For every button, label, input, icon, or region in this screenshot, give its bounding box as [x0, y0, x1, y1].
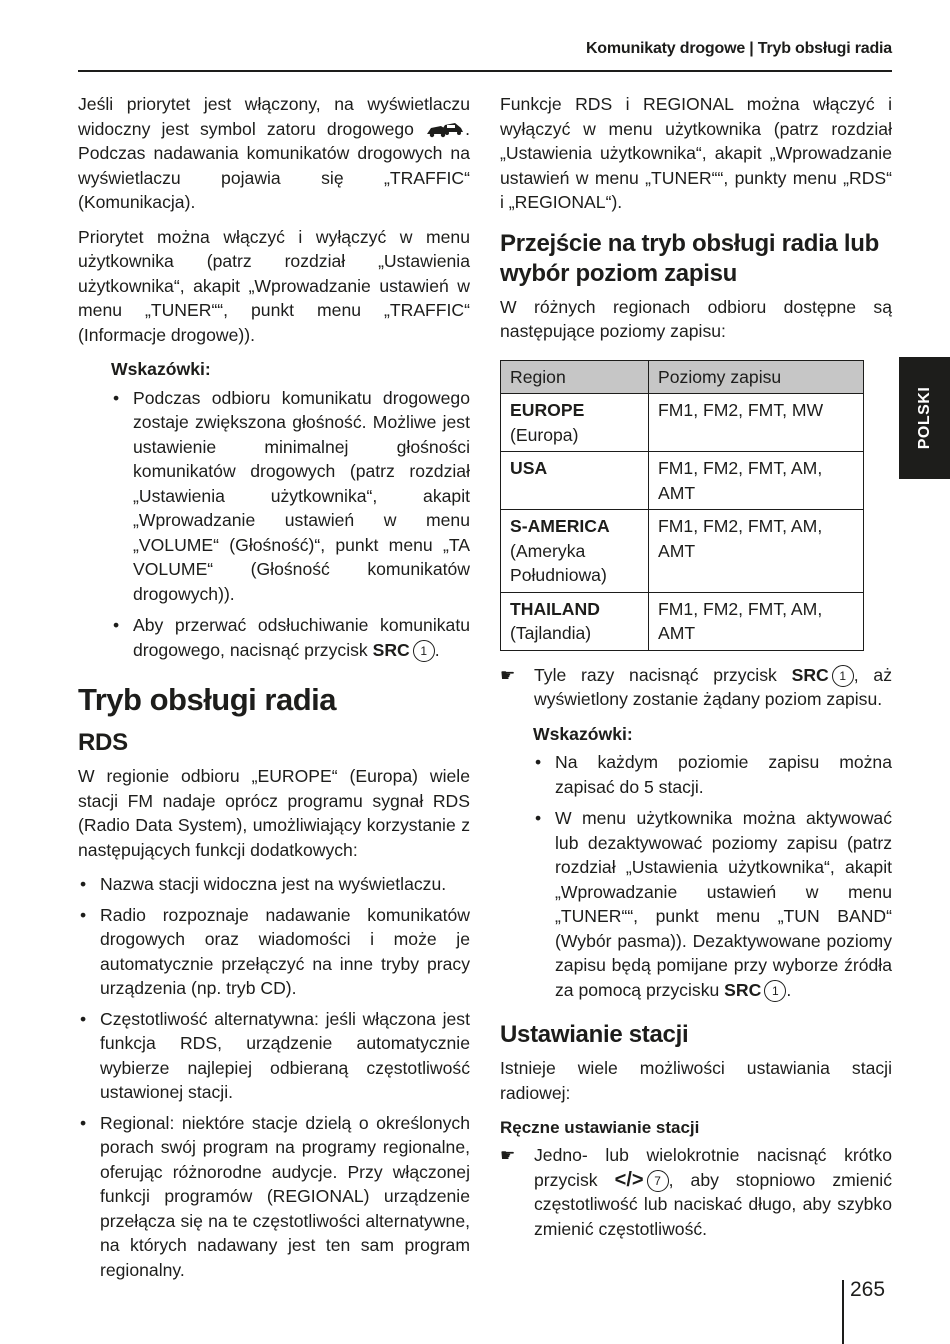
- hints-list: [111, 386, 470, 663]
- rds-features-list: [78, 872, 470, 1282]
- instruction-step: ☛ Jedno- lub wielokrotnie nacisnąć krótko przycisk </> 7 , aby stopniowo zmienić częstotliwość lub naciskać długo, aby szybko zmienić częstotliwość.: [500, 1145, 892, 1239]
- instruction-step: ☛ Tyle razy nacisnąć przycisk SRC 1 , aż wyświetlony zostanie żądany poziom zapisu.: [500, 664, 892, 709]
- hint-item: • Na każdym poziomie zapisu można zapisać do 5 stacji.: [533, 750, 892, 799]
- footer-rule: [842, 1280, 844, 1344]
- table-cell: S-AMERICA (Ameryka Południowa): [501, 510, 649, 593]
- left-column: [78, 92, 470, 1288]
- list-item: • Częstotliwość alternatywna: jeśli włączona jest funkcja RDS, urządzenie automatycznie wybierze najlepiej odbieraną częstotliwość ustawionej stacji.: [78, 1007, 470, 1105]
- src-key-label: SRC: [791, 664, 829, 685]
- table-cell: THAILAND (Tajlandia): [501, 592, 649, 650]
- language-tab: [899, 357, 950, 479]
- tuning-intro: Istnieje wiele możliwości ustawiania stacji radiowej:: [500, 1058, 892, 1103]
- pointing-hand-icon: ☛: [500, 665, 516, 685]
- traffic-jam-icon: [425, 120, 465, 138]
- table-header: Region: [501, 360, 649, 394]
- table-cell: FM1, FM2, FMT, MW: [649, 394, 864, 452]
- list-item: • Nazwa stacji widoczna jest na wyświetlaczu.: [78, 872, 470, 897]
- seek-keys-label: </>: [614, 1168, 644, 1191]
- rds-intro: W regionie odbioru „EUROPE“ (Europa) wiele stacji FM nadaje oprócz programu sygnał RDS (Radio Data System), umożliwiający korzystanie z następujących funkcji dodatkowych:: [78, 766, 470, 860]
- key-number-badge: 1: [413, 640, 435, 662]
- table-cell: FM1, FM2, FMT, AM, AMT: [649, 510, 864, 593]
- table-row: [501, 510, 864, 593]
- right-column: [500, 92, 892, 1251]
- section-title: Tryb obsługi radia: [78, 682, 336, 717]
- rds-regional-paragraph: Funkcje RDS i REGIONAL można włączyć i wyłączyć w menu użytkownika (patrz rozdział „Ustawienia użytkownika“, akapit „Wprowadzanie ustawień w menu „TUNER““, punkty menu „RDS“ i „REGIONAL“).: [500, 94, 892, 212]
- table-row: [501, 452, 864, 510]
- language-tab-label: POLSKI: [915, 386, 933, 450]
- table-cell: FM1, FM2, FMT, AM, AMT: [649, 592, 864, 650]
- hint-item: • W menu użytkownika można aktywować lub dezaktywować poziomy zapisu (patrz rozdział „Ustawienia użytkownika“, akapit „Wprowadzanie ustawień w menu „TUNER““, punkt menu „TUN BAND“ (Wybór pasma)). Dezaktywowane poziomy zapisu będą pomijane przy wyborze źródła za pomocą przycisku SRC 1 .: [533, 806, 892, 1002]
- subsection-title-rds: RDS: [78, 729, 128, 756]
- src-key-label: SRC: [724, 979, 762, 1000]
- hints-block-left: [111, 357, 470, 662]
- table-cell: USA: [501, 452, 649, 510]
- table-cell: EUROPE (Europa): [501, 394, 649, 452]
- table-cell: FM1, FM2, FMT, AM, AMT: [649, 452, 864, 510]
- priority-paragraph: Jeśli priorytet jest włączony, na wyświetlaczu widoczny jest symbol zatoru drogowego . Podczas nadawania komunikatów drogowych na wyświetlaczu pojawia się „TRAFFIC“ (Komunikacja).: [78, 94, 470, 212]
- priority-toggle-paragraph: Priorytet można włączyć i wyłączyć w menu użytkownika (patrz rozdział „Ustawienia użytkownika“, akapit „Wprowadzanie ustawień w menu „TUNER““, punkt menu „TRAFFIC“ (Informacje drogowe)).: [78, 226, 470, 345]
- subsection-title-radio-mode: Przejście na tryb obsługi radia lub wybór poziom zapisu: [500, 229, 879, 287]
- hint-item: • Aby przerwać odsłuchiwanie komunikatu drogowego, nacisnąć przycisk SRC 1 .: [111, 613, 470, 662]
- key-number-badge: 7: [647, 1170, 669, 1192]
- header-rule: [78, 70, 892, 72]
- src-key-label: SRC: [372, 639, 410, 660]
- levels-intro: W różnych regionach odbioru dostępne są następujące poziomy zapisu:: [500, 296, 892, 341]
- hint-item: • Podczas odbioru komunikatu drogowego zostaje zwiększona głośność. Możliwe jest ustawienie minimalnej głośności komunikatów drogowych (patrz rozdział „Ustawienia użytkownika“, akapit „Wprowadzanie ustawień w menu „VOLUME“ (Głośność)“, punkt menu „TA VOLUME“ (Głośność komunikatów drogowych)).: [111, 386, 470, 607]
- list-item: • Regional: niektóre stacje dzielą o określonych porach swój program na programy regionalne, oferując różnorodne audycje. Przy włączonej funkcji programów (REGIONAL) urządzenie przełącza się na te częstotliwości alternatywne, na których nadawany jest ten sam program regionalny.: [78, 1111, 470, 1283]
- hints-title: Wskazówki:: [111, 359, 211, 379]
- key-number-badge: 1: [832, 665, 854, 687]
- key-number-badge: 1: [764, 980, 786, 1002]
- page-header: Komunikaty drogowe | Tryb obsługi radia: [585, 40, 892, 57]
- page-number: 265: [850, 1278, 886, 1301]
- table-row: [501, 394, 864, 452]
- manual-tuning-title: Ręczne ustawianie stacji: [500, 1118, 700, 1137]
- hints-block-right: [533, 722, 892, 1003]
- hints-title: Wskazówki:: [533, 723, 633, 744]
- hints-list: [533, 750, 892, 1002]
- table-row: [501, 592, 864, 650]
- list-item: • Radio rozpoznaje nadawanie komunikatów drogowych oraz wiadomości i może je automatycznie przełączyć na inne tryby pracy urządzenia (np. tryb CD).: [78, 903, 470, 1001]
- subsection-title-tuning: Ustawianie stacji: [500, 1021, 689, 1048]
- region-table: [500, 360, 864, 651]
- table-header: Poziomy zapisu: [649, 360, 864, 394]
- pointing-hand-icon: ☛: [500, 1146, 516, 1165]
- table-header-row: [501, 360, 864, 394]
